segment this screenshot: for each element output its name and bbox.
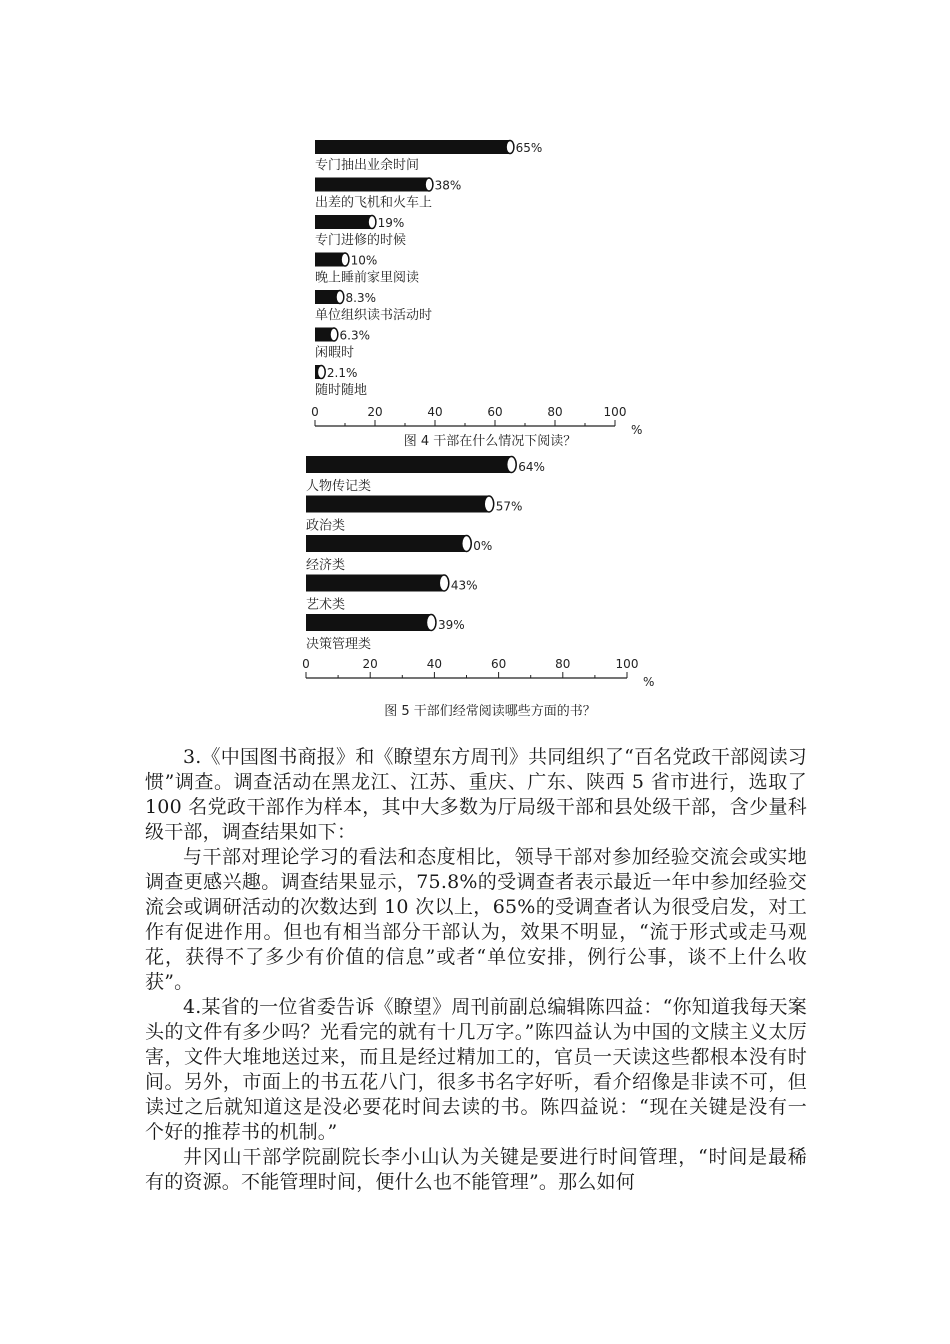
bar-end-cap — [506, 141, 514, 154]
paragraph: 3.《中国图书商报》和《瞭望东方周刊》共同组织了“百名党政干部阅读习惯”调查。调查活动在黑龙江、江苏、重庆、广东、陕西 5 省市进行，选取了 100 名党政干部作为样本，其中大多数为厅局级干部和县处级干部，含少量科级干部，调查结果如下： — [145, 746, 807, 843]
category-label: 政治类 — [306, 518, 346, 534]
paragraph: 与干部对理论学习的看法和态度相比，领导干部对参加经验交流会或实地调查更感兴趣。调查结果显示，75.8%的受调查者表示最近一年中参加经验交流会或调研活动的次数达到 10 次以上，65%的受调查者认为很受启发，对工作有促进作用。但也有相当部分干部认为，效果不明显，“流于形式或走马观花，获得不了多少有价值的信息”或者“单位安排，例行公事，谈不上什么收获”。 — [145, 846, 807, 993]
category-label: 随时随地 — [315, 383, 368, 398]
category-label: 艺术类 — [306, 597, 346, 613]
x-tick-label: 80 — [555, 657, 571, 671]
bar-value-label: 43% — [450, 578, 478, 593]
bar-end-cap — [336, 291, 344, 304]
bar-0 — [315, 140, 510, 154]
x-tick-label: 60 — [490, 657, 507, 671]
bar-2 — [315, 215, 372, 229]
bar-end-cap — [425, 178, 433, 191]
bar-value-label: 10% — [350, 253, 378, 268]
category-label: 专门抽出业余时间 — [315, 158, 420, 173]
bar-value-label: 64% — [518, 460, 545, 474]
bar-2 — [306, 535, 467, 552]
bar-1 — [315, 178, 429, 192]
figure-5-book-types — [280, 450, 700, 725]
bar-value-label: 39% — [437, 618, 465, 632]
x-unit-label: % — [631, 423, 643, 437]
category-label: 晚上睡前家里阅读 — [315, 270, 420, 286]
x-unit-label: % — [643, 675, 655, 689]
bar-3 — [306, 575, 444, 592]
bar-end-cap — [426, 615, 436, 631]
bar-0 — [306, 456, 511, 473]
x-tick-label: 20 — [367, 405, 383, 419]
bar-value-label: 2.1% — [326, 366, 358, 380]
bar-end-cap — [368, 216, 376, 229]
figure-5-chart — [280, 450, 700, 690]
figure-5-caption: 图 5 干部们经常阅读哪些方面的书？ — [384, 704, 596, 719]
bar-4 — [306, 614, 431, 631]
bar-value-label: 65% — [515, 141, 543, 155]
paragraph: 井冈山干部学院副院长李小山认为关键是要进行时间管理，“时间是最稀有的资源。不能管理时间，便什么也不能管理”。那么如何 — [145, 1146, 807, 1193]
bar-end-cap — [330, 328, 338, 341]
x-tick-label: 0 — [302, 657, 310, 671]
bar-1 — [306, 496, 489, 513]
x-tick-label: 20 — [362, 657, 378, 671]
bar-end-cap — [507, 457, 517, 473]
bar-value-label: 6.3% — [339, 328, 370, 343]
x-tick-label: 100 — [615, 657, 639, 671]
bar-value-label: 57% — [495, 499, 523, 514]
category-label: 闲暇时 — [315, 345, 355, 361]
bar-end-cap — [484, 496, 494, 512]
bar-value-label: 8.3% — [345, 291, 376, 305]
bar-value-label: 0% — [473, 539, 493, 553]
x-tick-label: 80 — [547, 405, 563, 419]
category-label: 专门进修的时候 — [315, 233, 407, 248]
category-label: 出差的飞机和火车上 — [315, 195, 433, 211]
bar-end-cap — [341, 253, 349, 266]
x-tick-label: 40 — [427, 405, 443, 419]
paragraph: 4.某省的一位省委告诉《瞭望》周刊前副总编辑陈四益：“你知道我每天案头的文件有多少吗？光看完的就有十几万字。”陈四益认为中国的文牍主义太厉害，文件大堆地送过来，而且是经过精加工的，官员一天读这些都根本没有时间。另外，市面上的书五花八门，很多书名字好听，看介绍像是非读不可，但读过之后就知道这是没必要花时间去读的书。陈四益说：“现在关键是没有一个好的推荐书的机制。” — [145, 996, 807, 1143]
bar-end-cap — [439, 575, 449, 591]
x-tick-label: 40 — [426, 657, 443, 671]
bar-value-label: 19% — [377, 216, 405, 230]
category-label: 经济类 — [306, 558, 346, 573]
category-label: 决策管理类 — [306, 637, 372, 652]
x-tick-label: 60 — [487, 405, 503, 419]
bar-value-label: 38% — [434, 178, 462, 193]
article-body — [145, 745, 807, 1195]
figure-4-reading-occasions — [280, 132, 700, 450]
figure-4-chart — [280, 132, 700, 437]
bar-end-cap — [462, 536, 472, 552]
category-label: 单位组织读书活动时 — [315, 308, 433, 323]
figure-4-caption: 图 4 干部在什么情况下阅读？ — [403, 434, 577, 449]
category-label: 人物传记类 — [306, 479, 372, 494]
x-tick-label: 100 — [603, 405, 627, 419]
bar-end-cap — [317, 366, 325, 379]
x-tick-label: 0 — [311, 405, 319, 419]
